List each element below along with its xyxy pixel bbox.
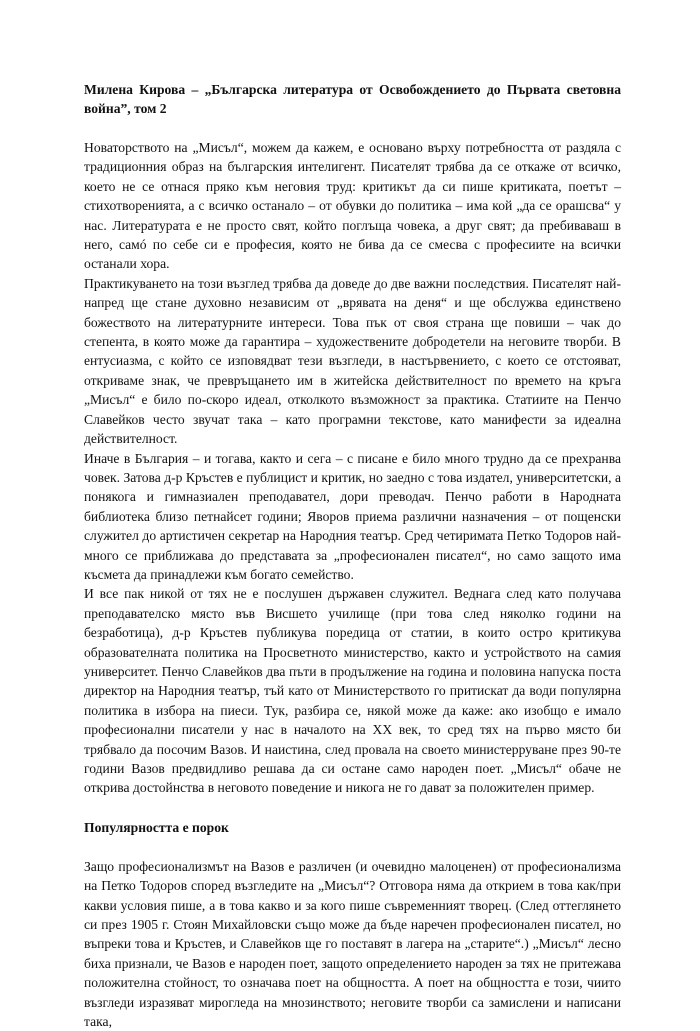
paragraph: Иначе в България – и тогава, както и сега – с писане е било много трудно да се прехранва човек. Затова д-р Кръстев е публицист и критик, но заедно с това издател, университетски, а понякога и гимназиален преподавател, дори преводач. Пенчо работи в Народната библиотека близо петнайсет години; Яворов приема различни назначения – от пощенски служител до артистичен секретар на Народния театър. Сред четиримата Петко Тодоров най-много се приближава до представата за „професионален писател“, но само защото има късмета да принадлежи към богато семейство. (84, 450, 621, 582)
paragraph: Новаторството на „Мисъл“, можем да кажем, е основано върху потребността от раздяла с традиционния образ на българския интелигент. Писателят трябва да се откаже от всичко, което не се отнася пряко към неговия труд: критикът да си пише критиката, поетът – стихотворенията, а с всичко останало – от обувки до политика – има кой „да се орашсва“ у нас. Литературата е не просто свят, който поглъща човека, а друг свят; да пребиваваш в него, самó по себе си е професия, която не бива да се смесва с професиите на всички останали хора. (84, 140, 621, 272)
paragraph: Защо професионализмът на Вазов е различен (и очевидно малоценен) от професионализма на Петко Тодоров според възгледите на „Мисъл“? Отговора няма да открием в това как/при какви условия пише, а в това какво и за кого пише съвременният творец. (След оттеглянето си през 1905 г. Стоян Михайловски също може да бъде наречен професионален писател, но въпреки това и Кръстев, и Славейков ще го поставят в лагера на „старите“.) „Мисъл“ лесно биха признали, че Вазов е народен поет, защото определението народен за тях не притежава положителна стойност, то означава поет на общността. А поет на общността е този, чиито възгледи изразяват мирогледа на мнозинството; неговите творби са замислени и написани така, (84, 858, 621, 1030)
paragraph: И все пак никой от тях не е послушен държавен служител. Веднага след като получава преподавателско място във Висшето училище (при това след няколко години на безработица), д-р Кръстев публикува поредица от статии, в които остро критикува образователната политика на Просветното министерство, както и устройството на самия университет. Пенчо Славейков два пъти в продължение на година и половина напуска поста директор на Народния театър, тъй като от Министерството го притискат да води популярна политика в избора на пиеси. Тук, разбира се, някой може да каже: ако изобщо е имало професионални писатели у нас в началото на ХХ век, то сред тях на първо място би трябвало да посочим Вазов. И наистина, след провала на своето министерруване през 90-те години Вазов предвидливо решава да си остане само народен поет. „Мисъл“ обаче не открива достойнства в неговото поведение и никога не го дават за положителен пример. (84, 586, 621, 796)
section-heading: Популярността е порок (84, 819, 229, 835)
paragraph: Практикуването на този възглед трябва да доведе до две важни последствия. Писателят най-напред ще стане духовно независим от „врявата на деня“ и ще обслужва единствено божеството на литературните интереси. Това пък от своя страна ще повиши – чак до степента, в която може да гарантира – художествените добродетели на неговите творби. В ентусиазма, с който се изповядват тези възгледи, в настървението, с което се отстояват, откриваме знак, че превръщането им в житейска действителност по времето на кръга „Мисъл“ е било по-скоро идеал, отколкото възможност за практика. Статиите на Пенчо Славейков често звучат така – като програмни текстове, като манифести за идеална действителност. (84, 275, 621, 447)
document-title: Милена Кирова – „Българска литература от Освобождението до Първата световна война”, том 2 (84, 82, 621, 116)
